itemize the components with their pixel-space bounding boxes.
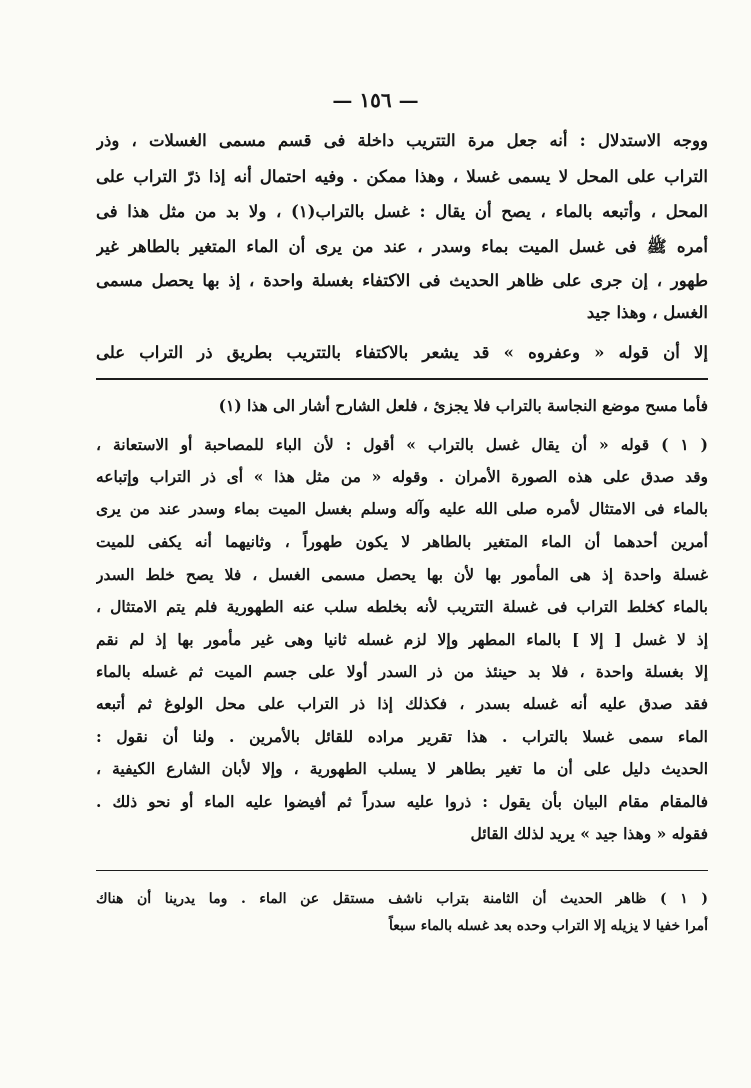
- footnote-line: أمرا خفيا لا يزيله إلا التراب وحده بعد غسله بالماء سبعاً: [388, 918, 708, 934]
- commentary-line: أمرين أحدهما أن الماء المتغير بالطاهر لا يكون طهوراً ، وثانيهما أنه يكفى للميت: [96, 532, 708, 551]
- commentary-line: إلا بغسلة واحدة ، فلا بد حينئذ من ذر السدر أولا على جسم الميت ثم غسله بالماء: [96, 662, 708, 681]
- main-line: المحل ، وأتبعه بالماء ، يصح أن يقال : غسل بالتراب(١) ، ولا بد من مثل هذا فى: [96, 202, 708, 221]
- commentary-line: الماء سمى غسلا بالتراب . هذا تقرير مراده للقائل بالأمرين . ولنا أن نقول :: [96, 727, 708, 746]
- commentary-line: وقد صدق على هذه الصورة الأمران . وقوله « من مثل هذا » أى ذر التراب وإتباعه: [96, 467, 708, 486]
- main-line: التراب على المحل لا يسمى غسلا ، وهذا ممكن . وفيه احتمال أنه إذا ذرّ التراب على: [96, 167, 708, 186]
- page-number: — ١٥٦ —: [332, 88, 419, 112]
- commentary-line: بالماء كخلط التراب فى غسلة التتريب لأنه بخلطه سلب عنه الطهورية فلم يتم الامتثال ،: [96, 597, 708, 616]
- main-separator-rule: [96, 378, 708, 380]
- commentary-line: غسلة واحدة إذ هى المأمور بها لأن بها يحصل مسمى الغسل ، فلا يصح خلط السدر: [96, 565, 708, 584]
- commentary-line: إذ لا غسل [ إلا ] بالماء المطهر وإلا لزم غسله ثانيا وهى غير مأمور بها إذ لم نقم: [96, 630, 708, 649]
- main-line: طهور ، إن جرى على ظاهر الحديث فى الاكتفاء بغسلة واحدة ، إذ بها يحصل مسمى: [96, 271, 708, 290]
- footnote-line: ( ١ ) ظاهر الحديث أن الثامنة بتراب ناشف مستقل عن الماء . وما يدرينا أن هناك: [96, 891, 708, 907]
- main-line: أمره ﷺ فى غسل الميت بماء وسدر ، عند من يرى أن الماء المتغير بالطاهر غير: [96, 237, 708, 256]
- commentary-line: فقد صدق عليه أنه غسله بسدر ، فكذلك إذا ذر التراب على محل الولوغ ثم أتبعه: [96, 694, 708, 713]
- footnote-separator-rule: [96, 870, 708, 871]
- commentary-line: ( ١ ) قوله « أن يقال غسل بالتراب » أقول : لأن الباء للمصاحبة أو الاستعانة ،: [96, 435, 708, 454]
- commentary-line: فقوله « وهذا جيد » يريد لذلك القائل: [470, 824, 708, 843]
- commentary-line: فأما مسح موضع النجاسة بالتراب فلا يجزئ ، فلعل الشارح أشار الى هذا (١): [218, 396, 708, 415]
- main-line: إلا أن قوله « وعفروه » قد يشعر بالاكتفاء بالتتريب بطريق ذر التراب على: [96, 343, 708, 362]
- main-line: الغسل ، وهذا جيد: [586, 303, 708, 322]
- main-line: ووجه الاستدلال : أنه جعل مرة التتريب داخلة فى قسم مسمى الغسلات ، وذر: [96, 131, 708, 150]
- commentary-line: الحديث دليل على أن ما تغير بطاهر لا يسلب الطهورية ، وإلا لأبان الشارع الكيفية ،: [96, 759, 708, 778]
- commentary-line: بالماء فى الامتثال لأمره صلى الله عليه وآله وسلم بغسل الميت بماء وسدر عند من يرى: [96, 499, 708, 518]
- commentary-line: فالمقام مقام البيان بأن يقول : ذروا عليه سدراً ثم أفيضوا عليه الماء أو نحو ذلك .: [96, 792, 708, 811]
